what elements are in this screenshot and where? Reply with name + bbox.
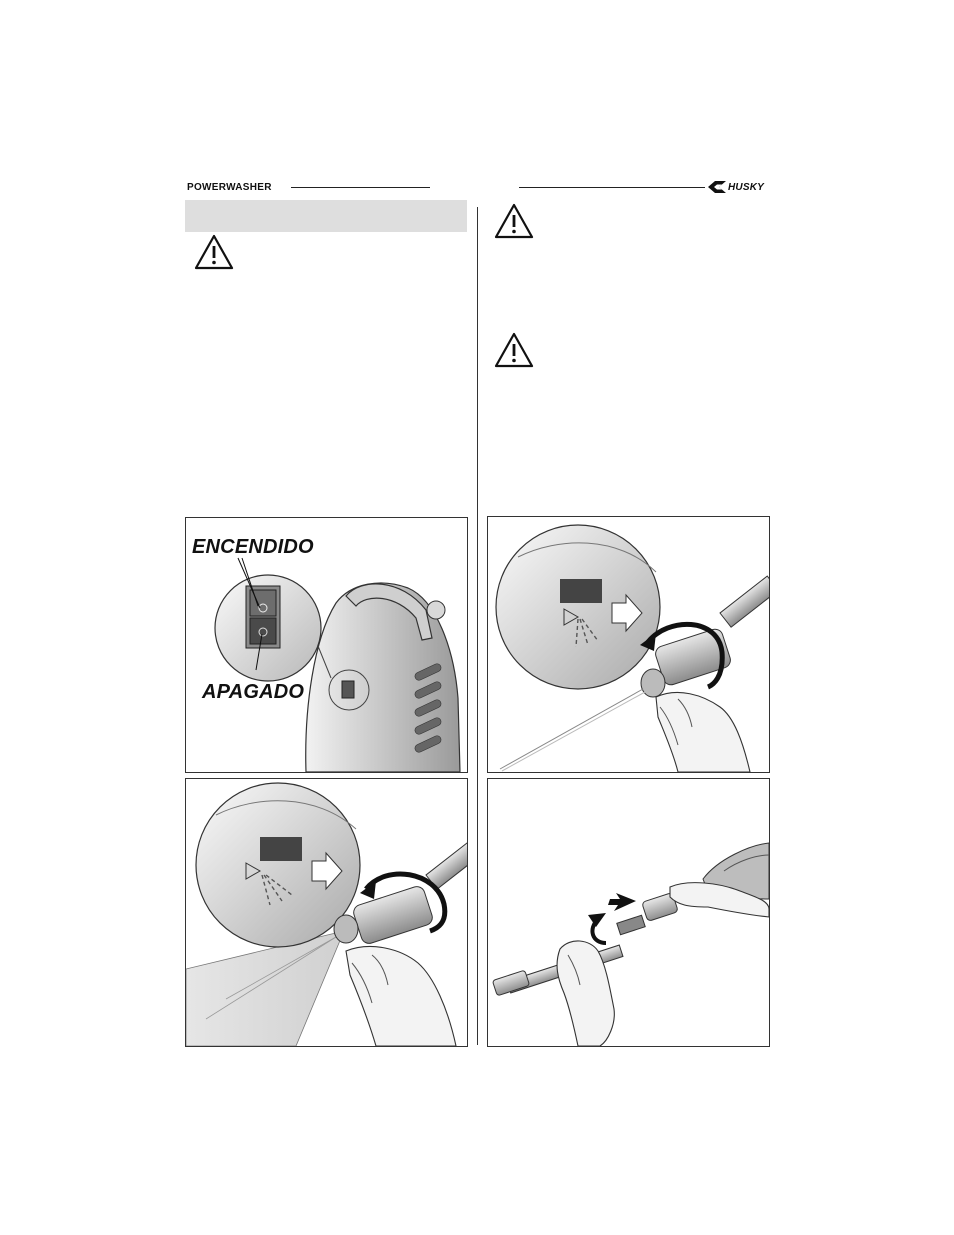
warning-triangle-icon [494,332,534,368]
switch-on-label: ENCENDIDO [192,536,314,558]
warning-triangle-icon [494,203,534,239]
illustration-nozzle-rotate-narrow [488,517,769,772]
brand-logo [708,180,764,194]
warning-triangle-icon [194,234,234,270]
husky-chevron-icon [708,181,726,193]
header-product-name: POWERWASHER [187,182,272,193]
brand-name: HUSKY [728,181,765,193]
illustration-nozzle-rotate-wide [186,779,467,1046]
figure-nozzle-wide [185,778,468,1047]
column-divider [477,207,478,1045]
illustration-wand-attach [488,779,769,1046]
switch-off-label: APAGADO [202,681,305,703]
figure-wand-attach [487,778,770,1047]
figure-power-switch [185,517,468,773]
figure-nozzle-narrow [487,516,770,773]
section-header-bar [185,200,467,232]
header-rule-right [519,187,705,188]
header-rule-left [291,187,430,188]
